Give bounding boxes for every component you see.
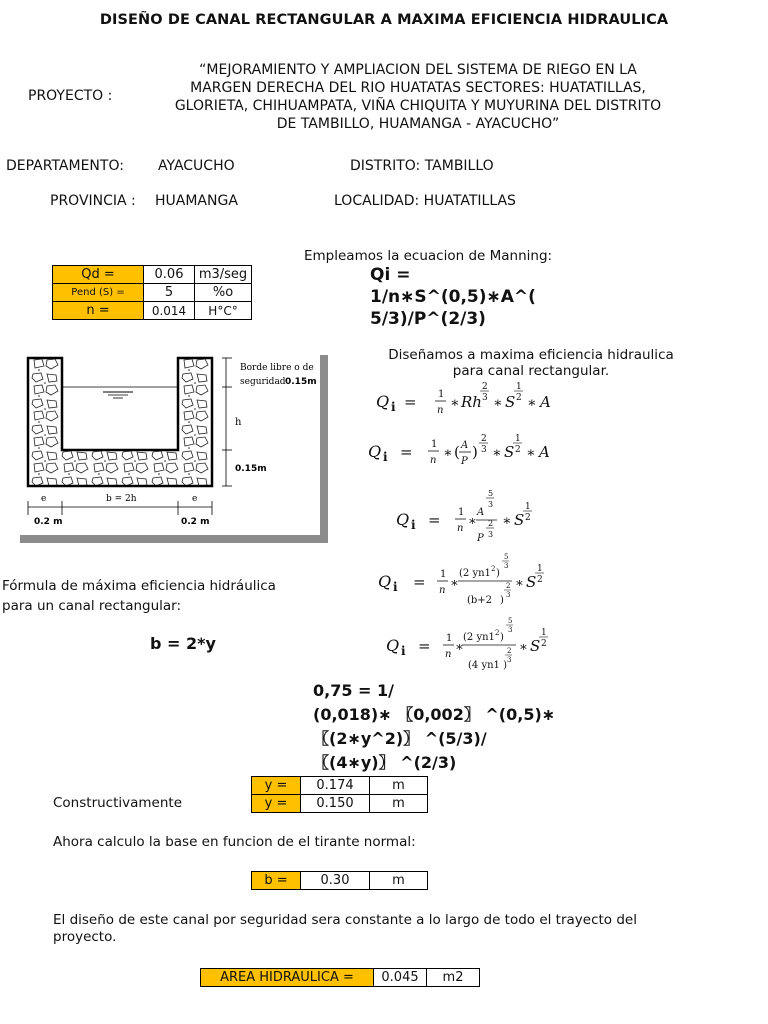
page-title: DISEÑO DE CANAL RECTANGULAR A MAXIMA EFICIENCIA HIDRAULICA bbox=[99, 12, 669, 28]
svg-text:2: 2 bbox=[537, 575, 543, 585]
svg-text:∗: ∗ bbox=[455, 640, 464, 655]
constructivo-label: Constructivamente bbox=[53, 795, 183, 811]
svg-text:i: i bbox=[411, 518, 416, 532]
svg-text:1: 1 bbox=[446, 633, 453, 644]
svg-text:S: S bbox=[505, 393, 516, 411]
svg-text:3: 3 bbox=[504, 562, 509, 570]
numeric-eq-line: 0,75 = 1/ bbox=[313, 681, 394, 700]
departamento-value: AYACUCHO bbox=[158, 158, 235, 174]
svg-text:1: 1 bbox=[440, 569, 447, 580]
equation-5 bbox=[386, 617, 548, 671]
svg-text:1: 1 bbox=[515, 434, 521, 444]
manning-intro: Empleamos la ecuacion de Manning: bbox=[304, 248, 553, 264]
qd-label: Qd = bbox=[53, 266, 144, 284]
base-table bbox=[251, 871, 428, 890]
input-table bbox=[52, 265, 252, 320]
svg-text:S: S bbox=[504, 443, 515, 461]
qd-value: 0.06 bbox=[144, 266, 195, 284]
y2-unit: m bbox=[370, 795, 428, 813]
svg-text:): ) bbox=[500, 595, 504, 606]
svg-text:=: = bbox=[413, 573, 426, 591]
svg-text:3: 3 bbox=[481, 445, 487, 455]
svg-text:Q: Q bbox=[368, 442, 382, 461]
design-intro-line: para canal rectangular. bbox=[452, 363, 610, 379]
svg-text:5: 5 bbox=[504, 553, 509, 561]
svg-text:P: P bbox=[461, 456, 468, 467]
svg-text:=: = bbox=[418, 637, 431, 655]
departamento-label: DEPARTAMENTO: bbox=[6, 158, 124, 174]
svg-text:Q: Q bbox=[376, 392, 390, 411]
formula-note-line: para un canal rectangular: bbox=[2, 598, 182, 614]
provincia-value: HUAMANGA bbox=[155, 193, 238, 209]
provincia-label: PROVINCIA : bbox=[50, 193, 136, 209]
formula-note-line: Fórmula de máxima eficiencia hidráulica bbox=[2, 578, 276, 594]
svg-text:n: n bbox=[457, 523, 464, 534]
svg-text:i: i bbox=[393, 580, 398, 594]
svg-text:S: S bbox=[530, 637, 541, 655]
svg-text:3: 3 bbox=[482, 393, 488, 403]
svg-text:2: 2 bbox=[516, 393, 522, 403]
n-unit: H°C° bbox=[195, 302, 252, 320]
svg-text:∗: ∗ bbox=[519, 640, 528, 655]
h-label: h bbox=[235, 417, 242, 428]
equation-4 bbox=[378, 553, 544, 606]
svg-text:n: n bbox=[439, 585, 446, 596]
e-right-label: e bbox=[192, 494, 198, 504]
svg-text:3: 3 bbox=[488, 530, 494, 539]
borde-value: 0.15m bbox=[285, 377, 317, 387]
tirante-table bbox=[251, 776, 428, 813]
project-label: PROYECTO : bbox=[28, 88, 113, 104]
area-value: 0.045 bbox=[374, 969, 427, 987]
pend-unit: %o bbox=[195, 284, 252, 302]
n-value: 0.014 bbox=[144, 302, 195, 320]
y1-label: y = bbox=[252, 777, 301, 795]
area-unit: m2 bbox=[427, 969, 480, 987]
area-label: AREA HIDRAULICA = bbox=[201, 969, 374, 987]
design-intro-line: Diseñamos a maxima eficiencia hidraulica bbox=[388, 347, 674, 363]
svg-text:(2 yn1: (2 yn1 bbox=[463, 632, 495, 643]
svg-text:S: S bbox=[526, 573, 537, 591]
manning-formula bbox=[370, 264, 536, 330]
svg-text:∗: ∗ bbox=[443, 445, 453, 461]
project-description bbox=[140, 61, 696, 133]
svg-text:∗: ∗ bbox=[468, 514, 477, 529]
design-note-line: proyecto. bbox=[53, 929, 117, 945]
y1-value: 0.174 bbox=[301, 777, 370, 795]
svg-text:∗: ∗ bbox=[450, 395, 460, 411]
y1-unit: m bbox=[370, 777, 428, 795]
svg-text:Q: Q bbox=[378, 572, 392, 591]
svg-text:1: 1 bbox=[516, 382, 522, 392]
svg-text:∗: ∗ bbox=[526, 445, 536, 461]
svg-text:3: 3 bbox=[488, 500, 494, 509]
project-line: “MEJORAMIENTO Y AMPLIACION DEL SISTEMA DE RIEGO EN LA bbox=[199, 62, 637, 78]
svg-text:=: = bbox=[404, 393, 417, 411]
svg-text:P: P bbox=[477, 533, 484, 544]
svg-text:A: A bbox=[477, 507, 485, 518]
design-note bbox=[53, 912, 693, 946]
svg-text:(: ( bbox=[454, 443, 460, 461]
manning-line: 1/n∗S^(0,5)∗A^( bbox=[370, 287, 536, 307]
pend-label: Pend (S) = bbox=[53, 284, 144, 302]
svg-text:2: 2 bbox=[488, 519, 494, 528]
svg-text:1: 1 bbox=[537, 564, 543, 574]
svg-text:S: S bbox=[514, 511, 525, 529]
svg-text:n: n bbox=[430, 455, 437, 466]
svg-text:2: 2 bbox=[506, 582, 511, 590]
qd-unit: m3/seg bbox=[195, 266, 252, 284]
b-formula: b = 2*y bbox=[150, 634, 216, 653]
numeric-eq-line: 〖(2∗y^2)〗 ^(5/3)/ bbox=[313, 729, 487, 748]
svg-text:2: 2 bbox=[525, 513, 531, 523]
svg-text:): ) bbox=[472, 443, 478, 461]
distrito-text: DISTRITO: TAMBILLO bbox=[350, 158, 494, 174]
b-label: b = 2h bbox=[106, 494, 137, 504]
svg-text:1: 1 bbox=[541, 628, 547, 638]
svg-text:Q: Q bbox=[396, 510, 410, 529]
borde-label-line1: Borde libre o de bbox=[240, 363, 314, 373]
design-note-line: El diseño de este canal por seguridad sera constante a lo largo de todo el trayecto del bbox=[53, 912, 637, 928]
svg-text:1: 1 bbox=[431, 439, 438, 450]
svg-text:=: = bbox=[428, 511, 441, 529]
manning-line: 5/3)/P^(2/3) bbox=[370, 309, 486, 329]
svg-text:5: 5 bbox=[508, 617, 513, 625]
svg-text:(2 yn1: (2 yn1 bbox=[459, 568, 491, 579]
svg-text:2: 2 bbox=[541, 639, 547, 649]
svg-text:3: 3 bbox=[506, 591, 511, 599]
numeric-equation bbox=[313, 679, 633, 775]
svg-text:n: n bbox=[445, 649, 452, 660]
svg-text:i: i bbox=[401, 644, 406, 658]
svg-text:1: 1 bbox=[438, 389, 445, 400]
b-result-value: 0.30 bbox=[301, 872, 370, 890]
b-result-label: b = bbox=[252, 872, 301, 890]
svg-text:1: 1 bbox=[525, 502, 531, 512]
channel-section-diagram bbox=[0, 345, 334, 545]
svg-text:Q: Q bbox=[386, 636, 400, 655]
equation-3 bbox=[396, 489, 532, 544]
svg-text:(4 yn1 ): (4 yn1 ) bbox=[468, 660, 507, 671]
borde-label-line2: seguridad bbox=[240, 377, 286, 387]
project-line: GLORIETA, CHIHUAMPATA, VIÑA CHIQUITA Y MUYURINA DEL DISTRITO bbox=[174, 98, 662, 114]
project-line: MARGEN DERECHA DEL RIO HUATATAS SECTORES: HUATATILLAS, bbox=[190, 80, 646, 96]
svg-text:A: A bbox=[540, 393, 551, 411]
e-left-label: e bbox=[41, 494, 47, 504]
area-table bbox=[200, 968, 480, 987]
svg-text:∗: ∗ bbox=[492, 445, 502, 461]
svg-text:3: 3 bbox=[507, 656, 512, 664]
equation-1 bbox=[376, 382, 551, 416]
svg-text:2: 2 bbox=[491, 565, 496, 573]
b-result-unit: m bbox=[370, 872, 428, 890]
svg-text:=: = bbox=[400, 443, 413, 461]
svg-text:1: 1 bbox=[458, 507, 465, 518]
svg-text:∗: ∗ bbox=[493, 395, 503, 411]
n-label: n = bbox=[53, 302, 144, 320]
pend-value: 5 bbox=[144, 284, 195, 302]
svg-text:2: 2 bbox=[495, 629, 500, 637]
y2-value: 0.150 bbox=[301, 795, 370, 813]
svg-text:5: 5 bbox=[488, 489, 494, 498]
svg-text:∗: ∗ bbox=[527, 395, 537, 411]
svg-text:n: n bbox=[437, 405, 444, 416]
manning-line: Qi = bbox=[370, 265, 411, 285]
svg-text:(b+2: (b+2 bbox=[467, 595, 493, 606]
svg-text:2: 2 bbox=[515, 445, 521, 455]
svg-text:2: 2 bbox=[507, 647, 512, 655]
left-dimension: 0.2 m bbox=[34, 517, 63, 527]
svg-text:Rh: Rh bbox=[461, 393, 482, 411]
formula-note bbox=[2, 576, 276, 616]
right-dimension: 0.2 m bbox=[181, 517, 210, 527]
localidad-text: LOCALIDAD: HUATATILLAS bbox=[334, 193, 516, 209]
svg-text:2: 2 bbox=[482, 382, 488, 392]
manning-derivation bbox=[360, 375, 620, 675]
y2-label: y = bbox=[252, 795, 301, 813]
svg-text:i: i bbox=[383, 450, 388, 464]
svg-text:∗: ∗ bbox=[502, 513, 512, 529]
svg-text:): ) bbox=[500, 632, 504, 643]
base-text: Ahora calculo la base en funcion de el tirante normal: bbox=[53, 834, 416, 850]
equation-2 bbox=[368, 434, 550, 467]
svg-text:A: A bbox=[539, 443, 550, 461]
svg-text:∗: ∗ bbox=[515, 576, 524, 591]
numeric-eq-line: 〖(4∗y)〗 ^(2/3) bbox=[313, 753, 457, 772]
bottom-thickness: 0.15m bbox=[235, 464, 267, 474]
svg-text:i: i bbox=[391, 400, 396, 414]
svg-text:2: 2 bbox=[481, 434, 487, 444]
numeric-eq-line: (0,018)∗ 〖0,002〗 ^(0,5)∗ bbox=[313, 705, 556, 724]
project-line: DE TAMBILLO, HUAMANGA - AYACUCHO” bbox=[276, 116, 560, 132]
svg-text:): ) bbox=[496, 568, 500, 579]
svg-text:∗: ∗ bbox=[450, 576, 459, 591]
svg-text:A: A bbox=[461, 440, 469, 451]
svg-text:3: 3 bbox=[508, 626, 513, 634]
